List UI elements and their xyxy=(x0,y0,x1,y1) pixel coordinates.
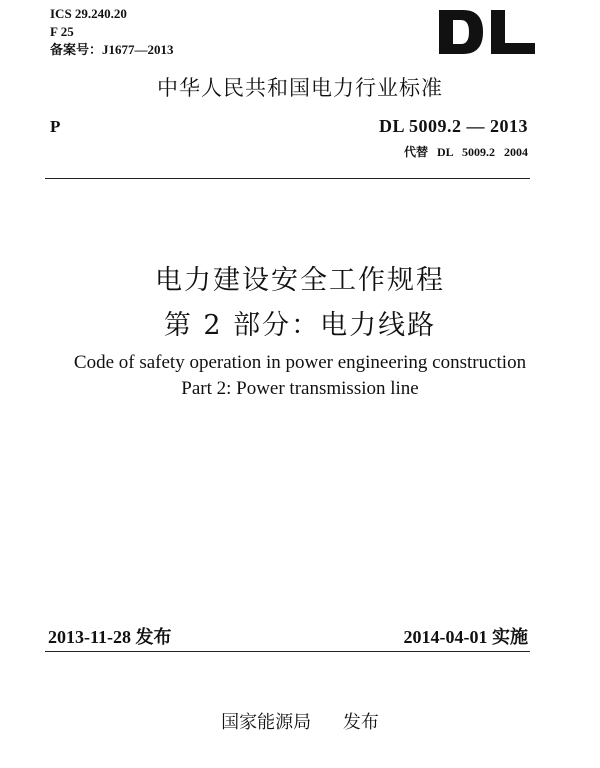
dl-logo-mark xyxy=(437,8,537,56)
filing-number: 备案号：J1677—2013 xyxy=(50,42,174,57)
replaces-standard: 代替 DL 5009.2 2004 xyxy=(403,145,528,159)
title-en-line1: Code of safety operation in power engineering construction xyxy=(73,352,527,373)
title-en-line2: Part 2: Power transmission line xyxy=(181,378,419,399)
publisher: 国家能源局 发布 xyxy=(221,712,379,733)
bottom-divider xyxy=(45,651,530,652)
effective-date: 2014-04-01 实施 xyxy=(403,627,528,647)
category-letter: P xyxy=(50,117,61,136)
dl-logo xyxy=(437,8,537,56)
industry-standard-heading: 中华人民共和国电力行业标准 xyxy=(157,76,443,100)
issue-date: 2013-11-28 发布 xyxy=(48,627,172,647)
title-cn-line2: 第 2 部分：电力线路 xyxy=(163,310,437,341)
top-divider xyxy=(45,178,530,179)
standard-number: DL 5009.2 — 2013 xyxy=(378,116,528,136)
ics-code: ICS 29.240.20 xyxy=(50,6,127,21)
title-cn-line1: 电力建设安全工作规程 xyxy=(155,265,445,296)
ccs-code: F 25 xyxy=(50,24,74,39)
